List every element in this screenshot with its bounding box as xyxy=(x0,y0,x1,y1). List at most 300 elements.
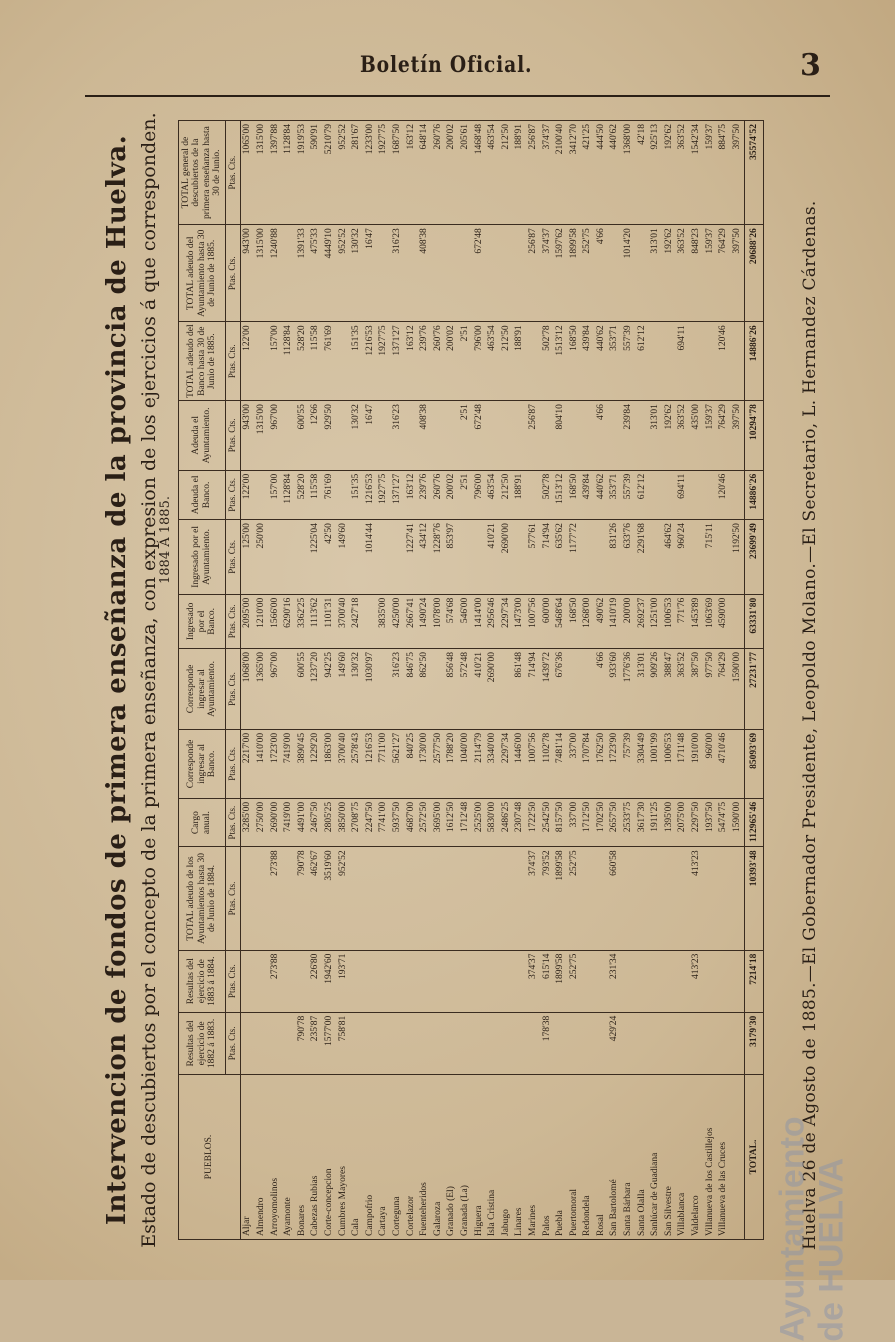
table-cell: 4449'10 xyxy=(322,225,336,322)
table-cell: 4'66 xyxy=(594,401,608,471)
table-cell xyxy=(580,520,594,595)
fiscal-year-range: 1884 Á 1885. xyxy=(158,496,173,584)
table-cell xyxy=(567,401,581,471)
table-cell xyxy=(594,520,608,595)
table-cell xyxy=(648,950,662,1012)
table-cell xyxy=(513,401,527,471)
table-cell: 2486'25 xyxy=(499,798,513,846)
table-cell xyxy=(472,950,486,1012)
table-row xyxy=(553,121,567,1240)
table-cell xyxy=(730,594,744,648)
table-cell: 250'00 xyxy=(254,520,268,595)
table-cell: 856'48 xyxy=(445,649,459,730)
table-cell: 1113'62 xyxy=(309,594,323,648)
table-cell: 3700'40 xyxy=(336,729,350,798)
table-cell: 3695'00 xyxy=(431,798,445,846)
table-cell: 168'50 xyxy=(567,322,581,401)
table-cell: 313'01 xyxy=(648,401,662,471)
signature-footer: Huelva 26 de Agosto de 1885.—El Gobernador Presidente, Leopoldo Molano.—El Secretario, L. Hernandez Cárdenas. xyxy=(800,200,820,1250)
table-cell xyxy=(648,520,662,595)
table-cell: 952'52 xyxy=(336,225,350,322)
table-cell: 4687'00 xyxy=(404,798,418,846)
table-cell: 159'37 xyxy=(703,121,717,225)
table-cell xyxy=(254,470,268,519)
table-cell: 1899'58 xyxy=(553,847,567,950)
unit-label: Ptas. Cts. xyxy=(225,594,240,648)
table-cell: 648'14 xyxy=(417,121,431,225)
table-cell: 6290'16 xyxy=(281,594,295,648)
table-cell: 1730'00 xyxy=(417,729,431,798)
table-row xyxy=(662,121,676,1240)
table-cell: 273'88 xyxy=(268,950,282,1012)
table-cell: 231'34 xyxy=(608,950,622,1012)
table-cell: 3340'00 xyxy=(485,729,499,798)
table-cell: 212'50 xyxy=(499,121,513,225)
table-cell: 440'62 xyxy=(608,121,622,225)
table-cell xyxy=(281,950,295,1012)
pueblo-name: Cala xyxy=(349,1075,363,1240)
table-cell: 7711'00 xyxy=(377,729,391,798)
table-cell: 1723'00 xyxy=(268,729,282,798)
table-cell: 3362'25 xyxy=(295,594,309,648)
table-cell: 122'00 xyxy=(240,470,254,519)
table-cell: 840'25 xyxy=(404,729,418,798)
table-cell: 1910'00 xyxy=(689,729,703,798)
table-cell: 1007'56 xyxy=(526,729,540,798)
table-row xyxy=(594,121,608,1240)
table-cell: 151'35 xyxy=(349,322,363,401)
table-cell: 363'52 xyxy=(676,401,690,471)
table-cell: 413'23 xyxy=(689,847,703,950)
table-cell: 2217'00 xyxy=(240,729,254,798)
col-resultas-1882: Resultas del ejercicio de 1882 á 1883. xyxy=(179,1012,226,1074)
col-adeuda-ayuntamiento: Adeuda el Ayuntamiento. xyxy=(179,401,226,471)
table-cell xyxy=(363,847,377,950)
table-row xyxy=(526,121,540,1240)
archive-watermark: Ayuntamiento de HUELVA xyxy=(773,1116,851,1342)
table-cell: 2956'46 xyxy=(485,594,499,648)
table-row xyxy=(730,121,744,1240)
table-cell xyxy=(390,520,404,595)
table-cell: 1391'33 xyxy=(295,225,309,322)
table-cell xyxy=(458,847,472,950)
table-cell: 252'75 xyxy=(567,847,581,950)
table-cell: 159'37 xyxy=(703,401,717,471)
table-cell: 714'94 xyxy=(526,649,540,730)
table-row xyxy=(254,121,268,1240)
table-cell: 672'48 xyxy=(472,401,486,471)
table-cell xyxy=(662,847,676,950)
pueblo-name: Corteguna xyxy=(390,1075,404,1240)
table-cell xyxy=(730,1012,744,1074)
table-cell xyxy=(608,225,622,322)
total-label: TOTAL. xyxy=(744,1075,763,1240)
table-cell: 7481'14 xyxy=(553,729,567,798)
table-cell: 1590'00 xyxy=(730,649,744,730)
table-cell: 694'11 xyxy=(676,322,690,401)
pueblo-name: Jabugo xyxy=(499,1075,513,1240)
table-cell xyxy=(716,1012,730,1074)
col-pueblos: PUEBLOS. xyxy=(179,1075,241,1240)
table-cell: 397'50 xyxy=(730,121,744,225)
table-cell: 1395'00 xyxy=(662,798,676,846)
table-cell: 546'00 xyxy=(458,594,472,648)
table-cell: 1927'75 xyxy=(377,470,391,519)
table-cell: 256'87 xyxy=(526,401,540,471)
table-cell: 5937'50 xyxy=(390,798,404,846)
table-cell: 1712'48 xyxy=(458,798,472,846)
table-cell: 2247'50 xyxy=(363,798,377,846)
table-cell xyxy=(662,950,676,1012)
table-cell: 151'35 xyxy=(349,470,363,519)
table-cell: 1723'90 xyxy=(608,729,622,798)
table-cell xyxy=(499,401,513,471)
table-cell: 600'55 xyxy=(295,401,309,471)
table-cell: 120'46 xyxy=(716,322,730,401)
table-cell: 388'47 xyxy=(662,649,676,730)
table-cell xyxy=(458,225,472,322)
table-cell: 168'50 xyxy=(567,594,581,648)
table-cell: 363'52 xyxy=(676,225,690,322)
table-cell xyxy=(240,847,254,950)
table-cell xyxy=(553,1012,567,1074)
table-cell: 977'50 xyxy=(703,649,717,730)
unit-label: Ptas. Cts. xyxy=(225,470,240,519)
table-cell: 1937'50 xyxy=(703,798,717,846)
table-cell xyxy=(594,1012,608,1074)
table-cell xyxy=(458,950,472,1012)
table-cell xyxy=(377,520,391,595)
table-cell xyxy=(431,847,445,950)
table-cell xyxy=(458,520,472,595)
table-cell: 1315'00 xyxy=(254,121,268,225)
table-cell xyxy=(336,401,350,471)
table-cell: 577'61 xyxy=(526,520,540,595)
table-cell: 4491'00 xyxy=(295,798,309,846)
table-cell: 1068'00 xyxy=(240,649,254,730)
table-cell: 758'81 xyxy=(336,1012,350,1074)
table-cell: 960'24 xyxy=(676,520,690,595)
table-cell: 967'00 xyxy=(268,401,282,471)
pueblo-name: Linares xyxy=(513,1075,527,1240)
table-cell: 313'01 xyxy=(648,225,662,322)
table-row xyxy=(390,121,404,1240)
col-total-banco-1885: TOTAL adeudo del Banco hasta 30 de Junio de 1885. xyxy=(179,322,226,401)
table-cell: 149'60 xyxy=(336,649,350,730)
table-cell: 462'67 xyxy=(309,847,323,950)
pueblo-name: Villanueva de las Cruces xyxy=(716,1075,730,1240)
table-cell xyxy=(281,649,295,730)
table-cell: 1711'48 xyxy=(676,729,690,798)
total-cell: 112965'46 xyxy=(744,798,763,846)
table-cell: 960'00 xyxy=(703,729,717,798)
table-cell: 1128'84 xyxy=(281,322,295,401)
table-cell: 1210'00 xyxy=(254,594,268,648)
table-cell: 200'02 xyxy=(445,322,459,401)
pueblo-name: Cabezas Rubias xyxy=(309,1075,323,1240)
col-corresponde-ayuntamiento: Corresponde ingresar al Ayuntamiento. xyxy=(179,649,226,730)
table-cell: 464'62 xyxy=(662,520,676,595)
table-cell: 316'23 xyxy=(390,401,404,471)
table-cell: 256'87 xyxy=(526,225,540,322)
pueblo-name: Palos xyxy=(540,1075,554,1240)
table-cell: 1102'78 xyxy=(540,729,554,798)
table-cell xyxy=(580,649,594,730)
table-cell: 178'38 xyxy=(540,1012,554,1074)
table-cell: 1237'20 xyxy=(309,649,323,730)
table-cell xyxy=(363,1012,377,1074)
table-cell: 130'32 xyxy=(349,225,363,322)
table-cell: 125'00 xyxy=(240,520,254,595)
table-cell xyxy=(621,1012,635,1074)
table-cell: 952'52 xyxy=(336,121,350,225)
table-cell: 444'50 xyxy=(594,121,608,225)
table-cell: 672'48 xyxy=(472,225,486,322)
pueblo-name: Ayamonte xyxy=(281,1075,295,1240)
table-cell: 374'37 xyxy=(526,847,540,950)
table-cell: 1762'50 xyxy=(594,729,608,798)
table-cell xyxy=(377,847,391,950)
table-cell: 130'32 xyxy=(349,649,363,730)
table-cell: 226'80 xyxy=(309,950,323,1012)
table-cell: 600'55 xyxy=(295,649,309,730)
table-cell xyxy=(730,322,744,401)
table-cell: 1229'20 xyxy=(309,729,323,798)
table-cell: 2750'00 xyxy=(254,798,268,846)
table-cell: 410'21 xyxy=(485,520,499,595)
pueblo-name: Valdelarco xyxy=(689,1075,703,1240)
table-cell xyxy=(445,1012,459,1074)
table-cell: 590'91 xyxy=(309,121,323,225)
table-cell: 2708'75 xyxy=(349,798,363,846)
table-cell: 408'38 xyxy=(417,401,431,471)
table-cell: 1577'00 xyxy=(322,1012,336,1074)
unit-label: Ptas. Cts. xyxy=(225,1012,240,1074)
table-cell: 1192'50 xyxy=(730,520,744,595)
table-cell xyxy=(716,847,730,950)
table-cell xyxy=(254,847,268,950)
table-row xyxy=(268,121,282,1240)
table-cell: 2542'50 xyxy=(540,798,554,846)
table-cell: 122'00 xyxy=(240,322,254,401)
table-row xyxy=(580,121,594,1240)
unit-label: Ptas. Cts. xyxy=(225,798,240,846)
table-cell: 188'91 xyxy=(513,121,527,225)
table-cell: 1490'24 xyxy=(417,594,431,648)
table-cell: 502'78 xyxy=(540,470,554,519)
table-cell: 715'11 xyxy=(703,520,717,595)
table-cell: 2075'00 xyxy=(676,798,690,846)
total-cell: 10393'48 xyxy=(744,847,763,950)
table-cell xyxy=(254,1012,268,1074)
table-cell: 2095'00 xyxy=(240,594,254,648)
table-cell xyxy=(499,649,513,730)
table-cell xyxy=(648,847,662,950)
table-cell xyxy=(281,225,295,322)
table-cell xyxy=(281,847,295,950)
table-cell xyxy=(594,847,608,950)
table-cell: 635'62 xyxy=(553,520,567,595)
table-cell: 1030'97 xyxy=(363,649,377,730)
table-cell: 440'62 xyxy=(594,470,608,519)
col-ingresado-ayuntamiento: Ingresado por el Ayuntamiento. xyxy=(179,520,226,595)
table-cell xyxy=(635,225,649,322)
table-cell: 1216'53 xyxy=(363,322,377,401)
table-row xyxy=(417,121,431,1240)
table-cell: 1315'00 xyxy=(254,401,268,471)
table-cell: 2805'25 xyxy=(322,798,336,846)
table-cell: 316'23 xyxy=(390,649,404,730)
table-cell: 1228'76 xyxy=(431,520,445,595)
table-cell xyxy=(676,950,690,1012)
total-cell: 85093'69 xyxy=(744,729,763,798)
table-cell: 1513'12 xyxy=(553,470,567,519)
rotated-table-sheet xyxy=(80,110,840,1250)
table-cell: 353'71 xyxy=(608,470,622,519)
table-cell: 12'66 xyxy=(309,401,323,471)
table-cell xyxy=(526,322,540,401)
table-cell: 3850'00 xyxy=(336,798,350,846)
table-cell xyxy=(349,520,363,595)
table-cell xyxy=(295,520,309,595)
table-cell: 260'76 xyxy=(431,322,445,401)
table-cell: 252'75 xyxy=(580,225,594,322)
table-cell: 862'50 xyxy=(417,649,431,730)
table-cell: 5210'79 xyxy=(322,121,336,225)
table-cell: 120'46 xyxy=(716,470,730,519)
table-cell: 1268'00 xyxy=(580,594,594,648)
table-cell xyxy=(390,847,404,950)
table-row xyxy=(404,121,418,1240)
table-cell: 1001'99 xyxy=(648,729,662,798)
table-cell: 188'91 xyxy=(513,470,527,519)
table-cell xyxy=(268,1012,282,1074)
table-cell: 1315'00 xyxy=(254,225,268,322)
table-row xyxy=(336,121,350,1240)
table-cell: 942'25 xyxy=(322,649,336,730)
table-cell xyxy=(730,847,744,950)
table-cell: 848'23 xyxy=(689,225,703,322)
pueblo-name xyxy=(730,1075,744,1240)
table-cell: 1712'50 xyxy=(580,798,594,846)
table-cell: 1410'19 xyxy=(608,594,622,648)
pueblo-name: Puertomoral xyxy=(567,1075,581,1240)
table-cell: 2297'34 xyxy=(499,594,513,648)
table-cell: 528'20 xyxy=(295,322,309,401)
unit-label: Ptas. Cts. xyxy=(225,729,240,798)
table-cell: 502'78 xyxy=(540,322,554,401)
table-cell: 1899'58 xyxy=(567,225,581,322)
table-cell: 313'01 xyxy=(635,649,649,730)
table-cell: 796'00 xyxy=(472,470,486,519)
pueblo-name: Arroyomolinos xyxy=(268,1075,282,1240)
unit-row xyxy=(225,121,240,1240)
table-cell: 660'58 xyxy=(608,847,622,950)
table-cell: 1225'04 xyxy=(309,520,323,595)
table-cell: 1065'00 xyxy=(240,121,254,225)
table-cell xyxy=(635,847,649,950)
table-cell: 1128'84 xyxy=(281,470,295,519)
col-corresponde-banco: Corresponde ingresar al Banco. xyxy=(179,729,226,798)
table-cell: 16'47 xyxy=(363,401,377,471)
table-cell xyxy=(431,649,445,730)
table-cell: 1216'53 xyxy=(363,470,377,519)
table-cell: 2533'75 xyxy=(621,798,635,846)
table-cell xyxy=(485,847,499,950)
table-row xyxy=(540,121,554,1240)
table-cell xyxy=(431,401,445,471)
table-cell: 1233'00 xyxy=(363,121,377,225)
table-cell: 528'20 xyxy=(295,470,309,519)
table-cell: 1177'72 xyxy=(567,520,581,595)
table-cell: 163'12 xyxy=(404,470,418,519)
table-cell: 192'62 xyxy=(662,401,676,471)
table-row xyxy=(281,121,295,1240)
table-cell xyxy=(336,470,350,519)
table-cell xyxy=(377,649,391,730)
table-cell: 1911'25 xyxy=(648,798,662,846)
table-cell: 2467'50 xyxy=(309,798,323,846)
table-cell: 273'88 xyxy=(268,847,282,950)
table-cell: 200'02 xyxy=(445,470,459,519)
table-cell xyxy=(648,322,662,401)
table-cell xyxy=(363,594,377,648)
table-cell: 574'68 xyxy=(445,594,459,648)
table-cell: 796'00 xyxy=(472,322,486,401)
table-cell: 434'12 xyxy=(417,520,431,595)
table-cell: 337'00 xyxy=(567,729,581,798)
table-cell: 440'62 xyxy=(594,322,608,401)
table-cell xyxy=(485,401,499,471)
table-cell xyxy=(513,520,527,595)
table-cell xyxy=(377,1012,391,1074)
table-body xyxy=(240,121,763,1240)
table-cell: 192'62 xyxy=(662,121,676,225)
table-cell: 1128'84 xyxy=(281,121,295,225)
table-cell: 757'39 xyxy=(621,729,635,798)
table-row xyxy=(322,121,336,1240)
table-cell xyxy=(662,1012,676,1074)
table-cell: 714'94 xyxy=(540,520,554,595)
table-cell xyxy=(689,322,703,401)
table-cell: 163'12 xyxy=(404,322,418,401)
table-cell: 42'50 xyxy=(322,520,336,595)
table-cell xyxy=(336,322,350,401)
table-cell: 1040'00 xyxy=(458,729,472,798)
table-cell: 1542'34 xyxy=(689,121,703,225)
table-cell xyxy=(485,1012,499,1074)
total-cell: 10294'78 xyxy=(744,401,763,471)
table-cell: 408'38 xyxy=(417,225,431,322)
table-cell: 861'48 xyxy=(513,649,527,730)
total-cell: 3179'30 xyxy=(744,1012,763,1074)
table-cell: 239'76 xyxy=(417,322,431,401)
table-cell: 168'50 xyxy=(567,470,581,519)
table-cell: 7419'00 xyxy=(281,729,295,798)
table-cell: 1453'89 xyxy=(689,594,703,648)
table-row xyxy=(309,121,323,1240)
table-cell: 2657'50 xyxy=(608,798,622,846)
table-cell: 192'62 xyxy=(662,225,676,322)
table-cell: 929'50 xyxy=(322,401,336,471)
table-cell: 1078'00 xyxy=(431,594,445,648)
table-cell: 1014'20 xyxy=(621,225,635,322)
table-cell: 490'62 xyxy=(594,594,608,648)
table-cell xyxy=(703,1012,717,1074)
table-cell xyxy=(499,225,513,322)
table-cell: 421'25 xyxy=(580,121,594,225)
table-cell xyxy=(635,401,649,471)
